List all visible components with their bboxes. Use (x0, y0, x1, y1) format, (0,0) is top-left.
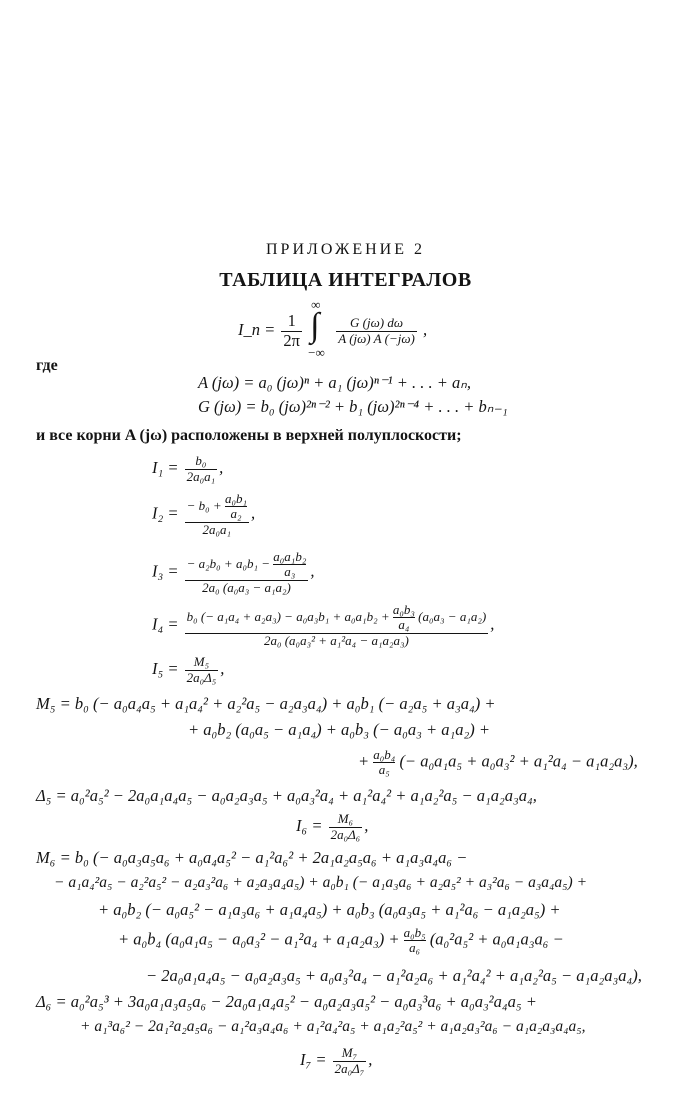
formula-in-tail: , (422, 319, 428, 339)
formula-m5-line1: M₅ = b₀ (− a₀a₄a₅ + a₁a₄² + a₂²a₅ − a₂a₃a₄) + a₀b₁ (− a₂a₅ + a₃a₄) + (36, 694, 496, 713)
formula-i2-comma: , (251, 503, 256, 523)
formula-m6-line4-frac-num: a₀b₅ (403, 925, 426, 940)
text-roots: и все корни A (jω) расположены в верхней полуплоскости; (36, 427, 462, 444)
formula-i4-num (185, 603, 489, 633)
formula-delta6-line1: Δ₆ = a₀²a₅³ + 3a₀a₁a₃a₅a₆ − 2a₀a₁a₄a₅² − a₀a₂a₃a₅² − a₀a₃³a₆ + a₀a₃²a₄a₅ + (36, 992, 537, 1011)
formula-i5-num: M₅ (193, 654, 210, 669)
formula-i7-num: M₇ (341, 1045, 358, 1060)
formula-i1 (152, 454, 223, 485)
formula-i5-den: 2a₀Δ₅ (186, 669, 217, 685)
formula-i2-num-frac-num: a₀b₁ (224, 491, 247, 506)
formula-i3-num-frac-den: a₃ (273, 564, 306, 579)
formula-a-def: A (jω) = a₀ (jω)ⁿ + a₁ (jω)ⁿ⁻¹ + . . . + aₙ, (198, 373, 471, 392)
formula-m6-line4 (118, 926, 564, 956)
formula-m5-line3 (358, 748, 638, 778)
formula-i1-num: b₀ (195, 453, 207, 468)
formula-m6-line4-frac (404, 926, 426, 956)
formula-i4-num-frac-num: a₀b₃ (392, 602, 415, 617)
formula-delta5: Δ₅ = a₀²a₅² − 2a₀a₁a₄a₅ − a₀a₂a₃a₅ + a₀a₃²a₄ + a₁²a₄² + a₁a₂²a₅ − a₁a₂a₃a₄, (36, 786, 537, 805)
formula-delta6-line2: + a₁³a₆² − 2a₁²a₂a₅a₆ − a₁²a₃a₄a₆ + a₁²a₄²a₅ + a₁a₂²a₅² + a₁a₂a₃²a₆ − a₁a₂a₃a₄a₅, (80, 1018, 586, 1035)
formula-m5-line3-frac (373, 748, 395, 778)
integral-sign: ∞ ∫ −∞ (308, 297, 325, 360)
formula-m6-line1: M₆ = b₀ (− a₀a₃a₅a₆ + a₀a₄a₅² − a₁²a₆² + 2a₁a₂a₅a₆ + a₁a₃a₄a₆ − (36, 848, 468, 867)
formula-i1-comma: , (219, 458, 224, 478)
formula-i2-num-frac (225, 492, 247, 522)
formula-m6-line4-frac-den: a₆ (404, 940, 426, 955)
formula-m5-line2: + a₀b₂ (a₀a₅ − a₁a₄) + a₀b₃ (− a₀a₃ + a₁a₂) + (188, 720, 490, 739)
formula-i7-fraction (333, 1046, 367, 1077)
formula-i4 (152, 603, 494, 649)
formula-m6-line3: + a₀b₂ (− a₀a₅² − a₁a₃a₆ + a₁a₄a₅) + a₀b₃ (a₀a₃a₅ + a₁²a₆ − a₁a₂a₅) + (98, 900, 561, 919)
formula-i3-num-frac (273, 550, 306, 580)
formula-i3-num-frac-num: a₀a₁b₂ (273, 549, 307, 564)
formula-i6-comma: , (364, 816, 369, 836)
formula-i7-den: 2a₀Δ₇ (334, 1060, 365, 1076)
formula-i4-num-main: b₀ (− a₁a₄ + a₂a₃) − a₀a₃b₁ + a₀a₁b₂ + (186, 608, 390, 624)
formula-i3-den: 2a₀ (a₀a₃ − a₁a₂) (185, 580, 309, 596)
formula-i5-lhs: I₅ = (152, 659, 179, 679)
formula-i3-fraction (185, 550, 309, 596)
formula-i6-fraction (329, 812, 363, 843)
formula-i4-den: 2a₀ (a₀a₃² + a₁²a₄ − a₁a₂a₃) (185, 633, 489, 649)
formula-in-den: A (jω) A (−jω) (338, 330, 415, 346)
formula-i6-den: 2a₀Δ₆ (330, 826, 361, 842)
formula-i3-lhs: I₃ = (152, 561, 179, 581)
formula-in-coef-num: 1 (287, 310, 296, 330)
formula-i2-den: 2a₀a₁ (185, 522, 249, 538)
formula-i5-comma: , (220, 659, 225, 679)
formula-i3-num (185, 550, 309, 580)
formula-i2-fraction (185, 492, 249, 538)
formula-i2-num (185, 492, 249, 522)
formula-m6-line2: − a₁a₄²a₅ − a₂²a₅² − a₂a₃²a₆ + a₂a₃a₄a₅) + a₀b₁ (− a₁a₃a₆ + a₂a₅² + a₃²a₆ − a₃a₄a₅) + (54, 874, 588, 891)
formula-in-lower: −∞ (308, 345, 325, 360)
formula-g-def: G (jω) = b₀ (jω)²ⁿ⁻² + b₁ (jω)²ⁿ⁻⁴ + . . . + bₙ₋₁ (198, 397, 508, 416)
formula-i3-num-main: − a₂b₀ + a₀b₁ − (186, 555, 271, 571)
formula-i5-fraction (185, 655, 219, 686)
formula-m6-line4-tail: (a₀²a₅² + a₀a₁a₃a₆ − (429, 929, 564, 949)
formula-m6-line4-main: + a₀b₄ (a₀a₁a₅ − a₀a₃² − a₁²a₄ + a₁a₂a₃) + (118, 929, 400, 949)
formula-m5-line3-tail: (− a₀a₁a₅ + a₀a₃² + a₁²a₄ − a₁a₂a₃), (399, 751, 638, 771)
formula-in-coef (281, 312, 302, 351)
formula-m5-line3-lead: + (358, 751, 370, 771)
formula-i1-den: 2a₀a₁ (186, 468, 216, 484)
text-where: где (36, 357, 58, 374)
formula-in-lhs: I_n = (238, 319, 276, 339)
formula-m6-line5: − 2a₀a₁a₄a₅ − a₀a₂a₃a₅ + a₀a₃²a₄ − a₁²a₂a₆ + a₁²a₄² + a₁a₂²a₅ − a₁a₂a₃a₄), (146, 966, 642, 985)
formula-m5-line3-frac-den: a₅ (373, 762, 395, 777)
formula-i5 (152, 655, 224, 686)
formula-i4-num-frac (393, 603, 415, 633)
formula-i6-num: M₆ (337, 811, 354, 826)
formula-i4-comma: , (490, 614, 495, 634)
formula-i2-num-frac-den: a₂ (225, 506, 247, 521)
formula-i7 (300, 1046, 372, 1077)
formula-i3 (152, 550, 314, 596)
formula-i6-lhs: I₆ = (296, 816, 323, 836)
formula-in (238, 297, 428, 360)
formula-i1-lhs: I₁ = (152, 458, 179, 478)
page-title: ТАБЛИЦА ИНТЕГРАЛОВ (219, 269, 472, 291)
formula-i4-lhs: I₄ = (152, 614, 179, 634)
formula-i2-lhs: I₂ = (152, 503, 179, 523)
formula-in-coef-den: 2π (283, 330, 300, 350)
formula-i4-num-tail: (a₀a₃ − a₁a₂) (418, 608, 487, 624)
formula-i2 (152, 492, 255, 538)
formula-in-num: G (jω) dω (350, 314, 404, 330)
formula-i3-comma: , (310, 561, 315, 581)
formula-i4-num-frac-den: a₄ (393, 617, 415, 632)
formula-i6 (296, 812, 368, 843)
formula-in-fraction (336, 316, 417, 347)
formula-i7-comma: , (368, 1050, 373, 1070)
formula-in-upper: ∞ (311, 297, 321, 312)
formula-i2-num-main: − b₀ + (186, 497, 222, 513)
appendix-label: ПРИЛОЖЕНИЕ 2 (265, 241, 425, 258)
formula-i1-fraction (185, 454, 218, 485)
formula-m5-line3-frac-num: a₀b₄ (373, 747, 396, 762)
formula-i4-fraction (185, 603, 489, 649)
formula-i7-lhs: I₇ = (300, 1050, 327, 1070)
